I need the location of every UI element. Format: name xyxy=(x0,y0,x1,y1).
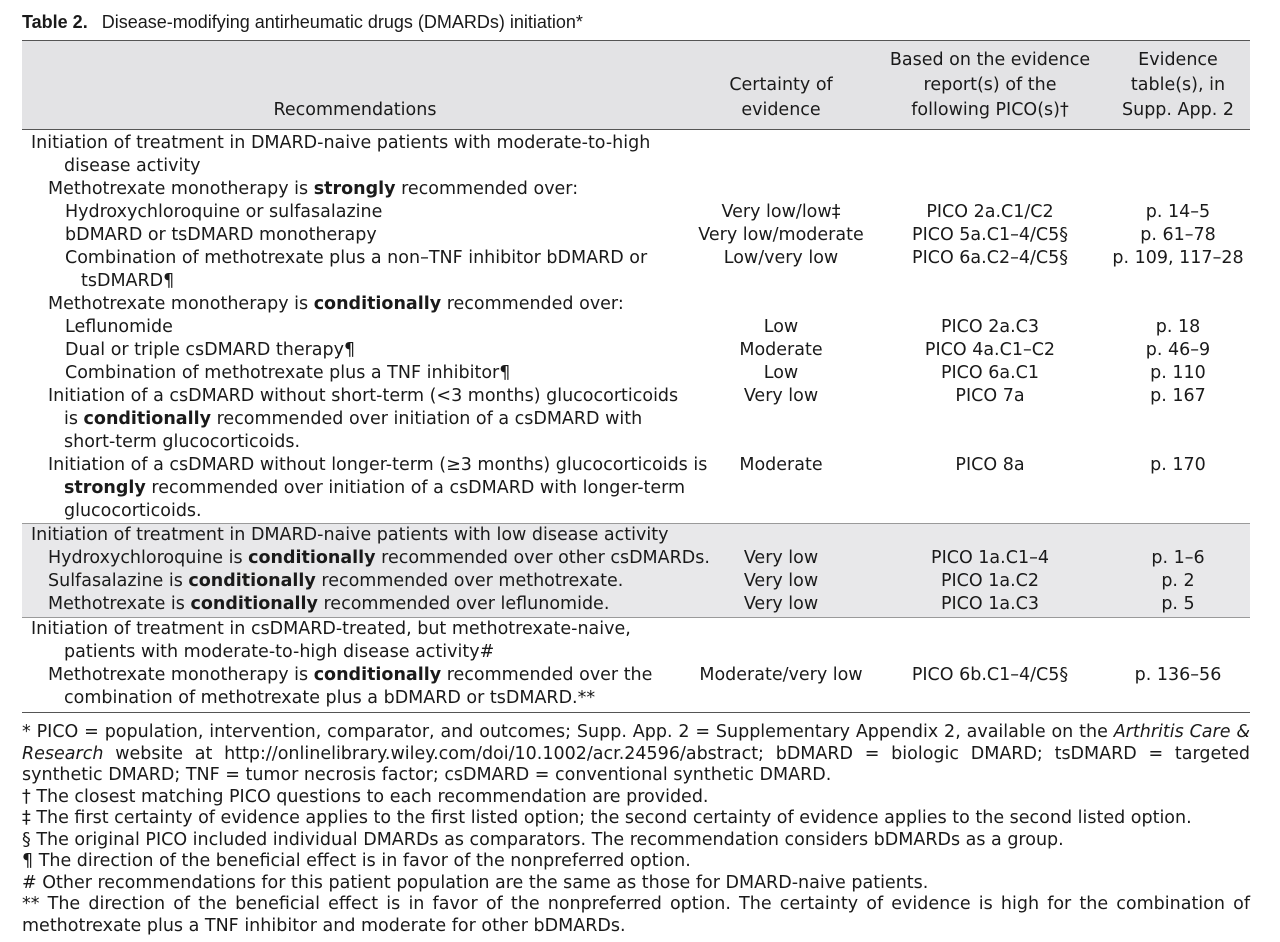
pico-cell: PICO 2a.C1/C2 xyxy=(926,202,1054,222)
journal-name: Arthritis Care & Research xyxy=(22,722,1250,764)
recommendation-text: Methotrexate is conditionally recommended over leflunomide. xyxy=(48,594,610,614)
pico-cell: PICO 1a.C3 xyxy=(940,594,1040,614)
pages-cell: p. 14–5 xyxy=(1145,202,1211,222)
header-pico: Based on the evidence report(s) of the following PICO(s)† xyxy=(889,50,1091,120)
pico-cell: PICO 1a.C2 xyxy=(940,571,1040,591)
table-row xyxy=(22,362,1250,385)
table-row xyxy=(22,201,1250,224)
table-row xyxy=(22,339,1250,362)
certainty-cell: Moderate xyxy=(739,455,823,475)
table-footnotes xyxy=(22,722,1250,937)
pages-cell: p. 1–6 xyxy=(1151,548,1205,568)
pages-cell: p. 109, 117–28 xyxy=(1112,248,1244,268)
pages-cell: p. 61–78 xyxy=(1140,225,1216,245)
strength-label: conditionally xyxy=(313,294,442,314)
certainty-cell: Very low xyxy=(743,548,819,568)
header-evidence-table: Evidence table(s), in Supp. App. 2 xyxy=(1122,50,1234,120)
pages-cell: p. 110 xyxy=(1150,363,1206,383)
section-csdmard-treated xyxy=(22,617,1250,712)
pages-cell: p. 5 xyxy=(1161,594,1195,614)
footnote-double-star: ** The direction of the beneficial effect is in favor of the nonpreferred option. The certainty of evidence is high for the combination of methotrexate plus a TNF inhibitor and moderate for other bDMARDs. xyxy=(22,894,1250,936)
pages-cell: p. 167 xyxy=(1150,386,1206,406)
section-title-row xyxy=(22,524,1250,547)
recommendation-text: Hydroxychloroquine or sulfasalazine xyxy=(65,202,383,222)
section-title-row xyxy=(22,618,1250,664)
pico-cell: PICO 8a xyxy=(955,455,1025,475)
group-heading-row xyxy=(22,293,1250,316)
footnote-section-sign: § The original PICO included individual DMARDs as comparators. The recommendation considers bDMARDs as a group. xyxy=(22,829,1064,850)
recommendation-text: Combination of methotrexate plus a non–TNF inhibitor bDMARD or tsDMARD¶ xyxy=(65,248,648,291)
pages-cell: p. 136–56 xyxy=(1134,665,1222,685)
section-low-activity xyxy=(22,523,1250,617)
table-title: Disease-modifying antirheumatic drugs (DMARDs) initiation* xyxy=(101,12,583,32)
footnote-pilcrow: ¶ The direction of the beneficial effect is in favor of the nonpreferred option. xyxy=(22,851,691,871)
header-recommendations: Recommendations xyxy=(273,100,437,120)
certainty-cell: Low/very low xyxy=(723,248,839,268)
pico-cell: PICO 6a.C1 xyxy=(940,363,1040,383)
recommendation-text: Dual or triple csDMARD therapy¶ xyxy=(65,340,356,360)
certainty-cell: Low xyxy=(763,317,799,337)
table-row xyxy=(22,224,1250,247)
section-moderate-high xyxy=(22,130,1250,523)
strength-label: conditionally xyxy=(188,571,316,591)
group-heading: Methotrexate monotherapy is strongly recommended over: xyxy=(48,179,579,199)
footnote-dagger: † The closest matching PICO questions to each recommendation are provided. xyxy=(22,786,709,807)
table-header xyxy=(22,40,1250,130)
footnote-double-dagger: ‡ The first certainty of evidence applies to the first listed option; the second certainty of evidence applies to the second listed option. xyxy=(22,808,1192,828)
certainty-cell: Very low xyxy=(743,594,819,614)
pico-cell: PICO 4a.C1–C2 xyxy=(924,340,1056,360)
recommendation-text: bDMARD or tsDMARD monotherapy xyxy=(65,225,377,245)
strength-label: strongly xyxy=(64,478,146,498)
pages-cell: p. 2 xyxy=(1161,571,1195,591)
pages-cell: p. 170 xyxy=(1150,455,1206,475)
recommendation-text: Initiation of a csDMARD without longer-term (≥3 months) glucocorticoids is strongly recommended over initiation of a csDMARD with longer-term glucocorticoids. xyxy=(48,455,708,521)
table-number: Table 2. xyxy=(22,12,88,32)
recommendation-text: Hydroxychloroquine is conditionally recommended over other csDMARDs. xyxy=(48,548,710,568)
recommendation-text: Initiation of a csDMARD without short-term (<3 months) glucocorticoids is conditionally recommended over initiation of a csDMARD with short-term glucocorticoids. xyxy=(48,386,679,452)
pico-cell: PICO 2a.C3 xyxy=(940,317,1040,337)
strength-label: conditionally xyxy=(313,665,442,685)
table-caption xyxy=(22,10,583,34)
table-row xyxy=(22,570,1250,593)
table-row xyxy=(22,385,1250,454)
table-row xyxy=(22,593,1250,616)
header-certainty: Certainty of evidence xyxy=(729,75,833,120)
recommendation-text: Sulfasalazine is conditionally recommended over methotrexate. xyxy=(48,571,624,591)
strength-label: strongly xyxy=(313,179,396,199)
table-row xyxy=(22,547,1250,570)
strength-label: conditionally xyxy=(190,594,318,614)
pico-cell: PICO 1a.C1–4 xyxy=(931,548,1049,568)
strength-label: conditionally xyxy=(83,409,211,429)
section-title: Initiation of treatment in DMARD-naive patients with low disease activity xyxy=(31,525,669,545)
group-heading-row xyxy=(22,178,1250,201)
certainty-cell: Low xyxy=(763,363,799,383)
pages-cell: p. 18 xyxy=(1155,317,1201,337)
certainty-cell: Very low xyxy=(743,571,819,591)
recommendation-text: Combination of methotrexate plus a TNF inhibitor¶ xyxy=(65,363,511,383)
dmard-table xyxy=(22,40,1250,713)
pico-cell: PICO 7a xyxy=(955,386,1025,406)
recommendation-text: Methotrexate monotherapy is conditionally recommended over the combination of methotrexate plus a bDMARD or tsDMARD.** xyxy=(48,665,653,708)
certainty-cell: Very low/low‡ xyxy=(721,202,841,222)
recommendation-text: Leflunomide xyxy=(65,317,173,337)
certainty-cell: Moderate xyxy=(739,340,823,360)
pico-cell: PICO 6b.C1–4/C5§ xyxy=(911,665,1069,685)
table-row xyxy=(22,454,1250,523)
strength-label: conditionally xyxy=(248,548,376,568)
pages-cell: p. 46–9 xyxy=(1145,340,1211,360)
group-heading: Methotrexate monotherapy is conditionally recommended over: xyxy=(48,294,624,314)
footnote-abbreviations: * PICO = population, intervention, comparator, and outcomes; Supp. App. 2 = Supplementary Appendix 2, available on the Arthritis Care & Research website at http://onlinelibrary.wiley.com/doi/10.1002/acr.24596/abstract; bDMARD = biologic DMARD; tsDMARD = targeted synthetic DMARD; TNF = tumor necrosis factor; csDMARD = conventional synthetic DMARD. xyxy=(22,722,1250,785)
certainty-cell: Very low/moderate xyxy=(698,225,864,245)
section-title-row xyxy=(22,132,1250,178)
certainty-cell: Moderate/very low xyxy=(699,665,863,685)
table-row xyxy=(22,247,1250,293)
table-bottom-rule xyxy=(22,712,1250,713)
pico-cell: PICO 5a.C1–4/C5§ xyxy=(912,225,1068,245)
certainty-cell: Very low xyxy=(743,386,819,406)
table-row xyxy=(22,664,1250,710)
section-title: Initiation of treatment in csDMARD-treated, but methotrexate-naive, patients with moderate-to-high disease activity# xyxy=(31,619,631,662)
table-row xyxy=(22,316,1250,339)
pico-cell: PICO 6a.C2–4/C5§ xyxy=(912,248,1068,268)
footnote-hash: # Other recommendations for this patient population are the same as those for DMARD-naive patients. xyxy=(22,872,929,893)
section-title: Initiation of treatment in DMARD-naive patients with moderate-to-high disease activity xyxy=(31,133,651,176)
